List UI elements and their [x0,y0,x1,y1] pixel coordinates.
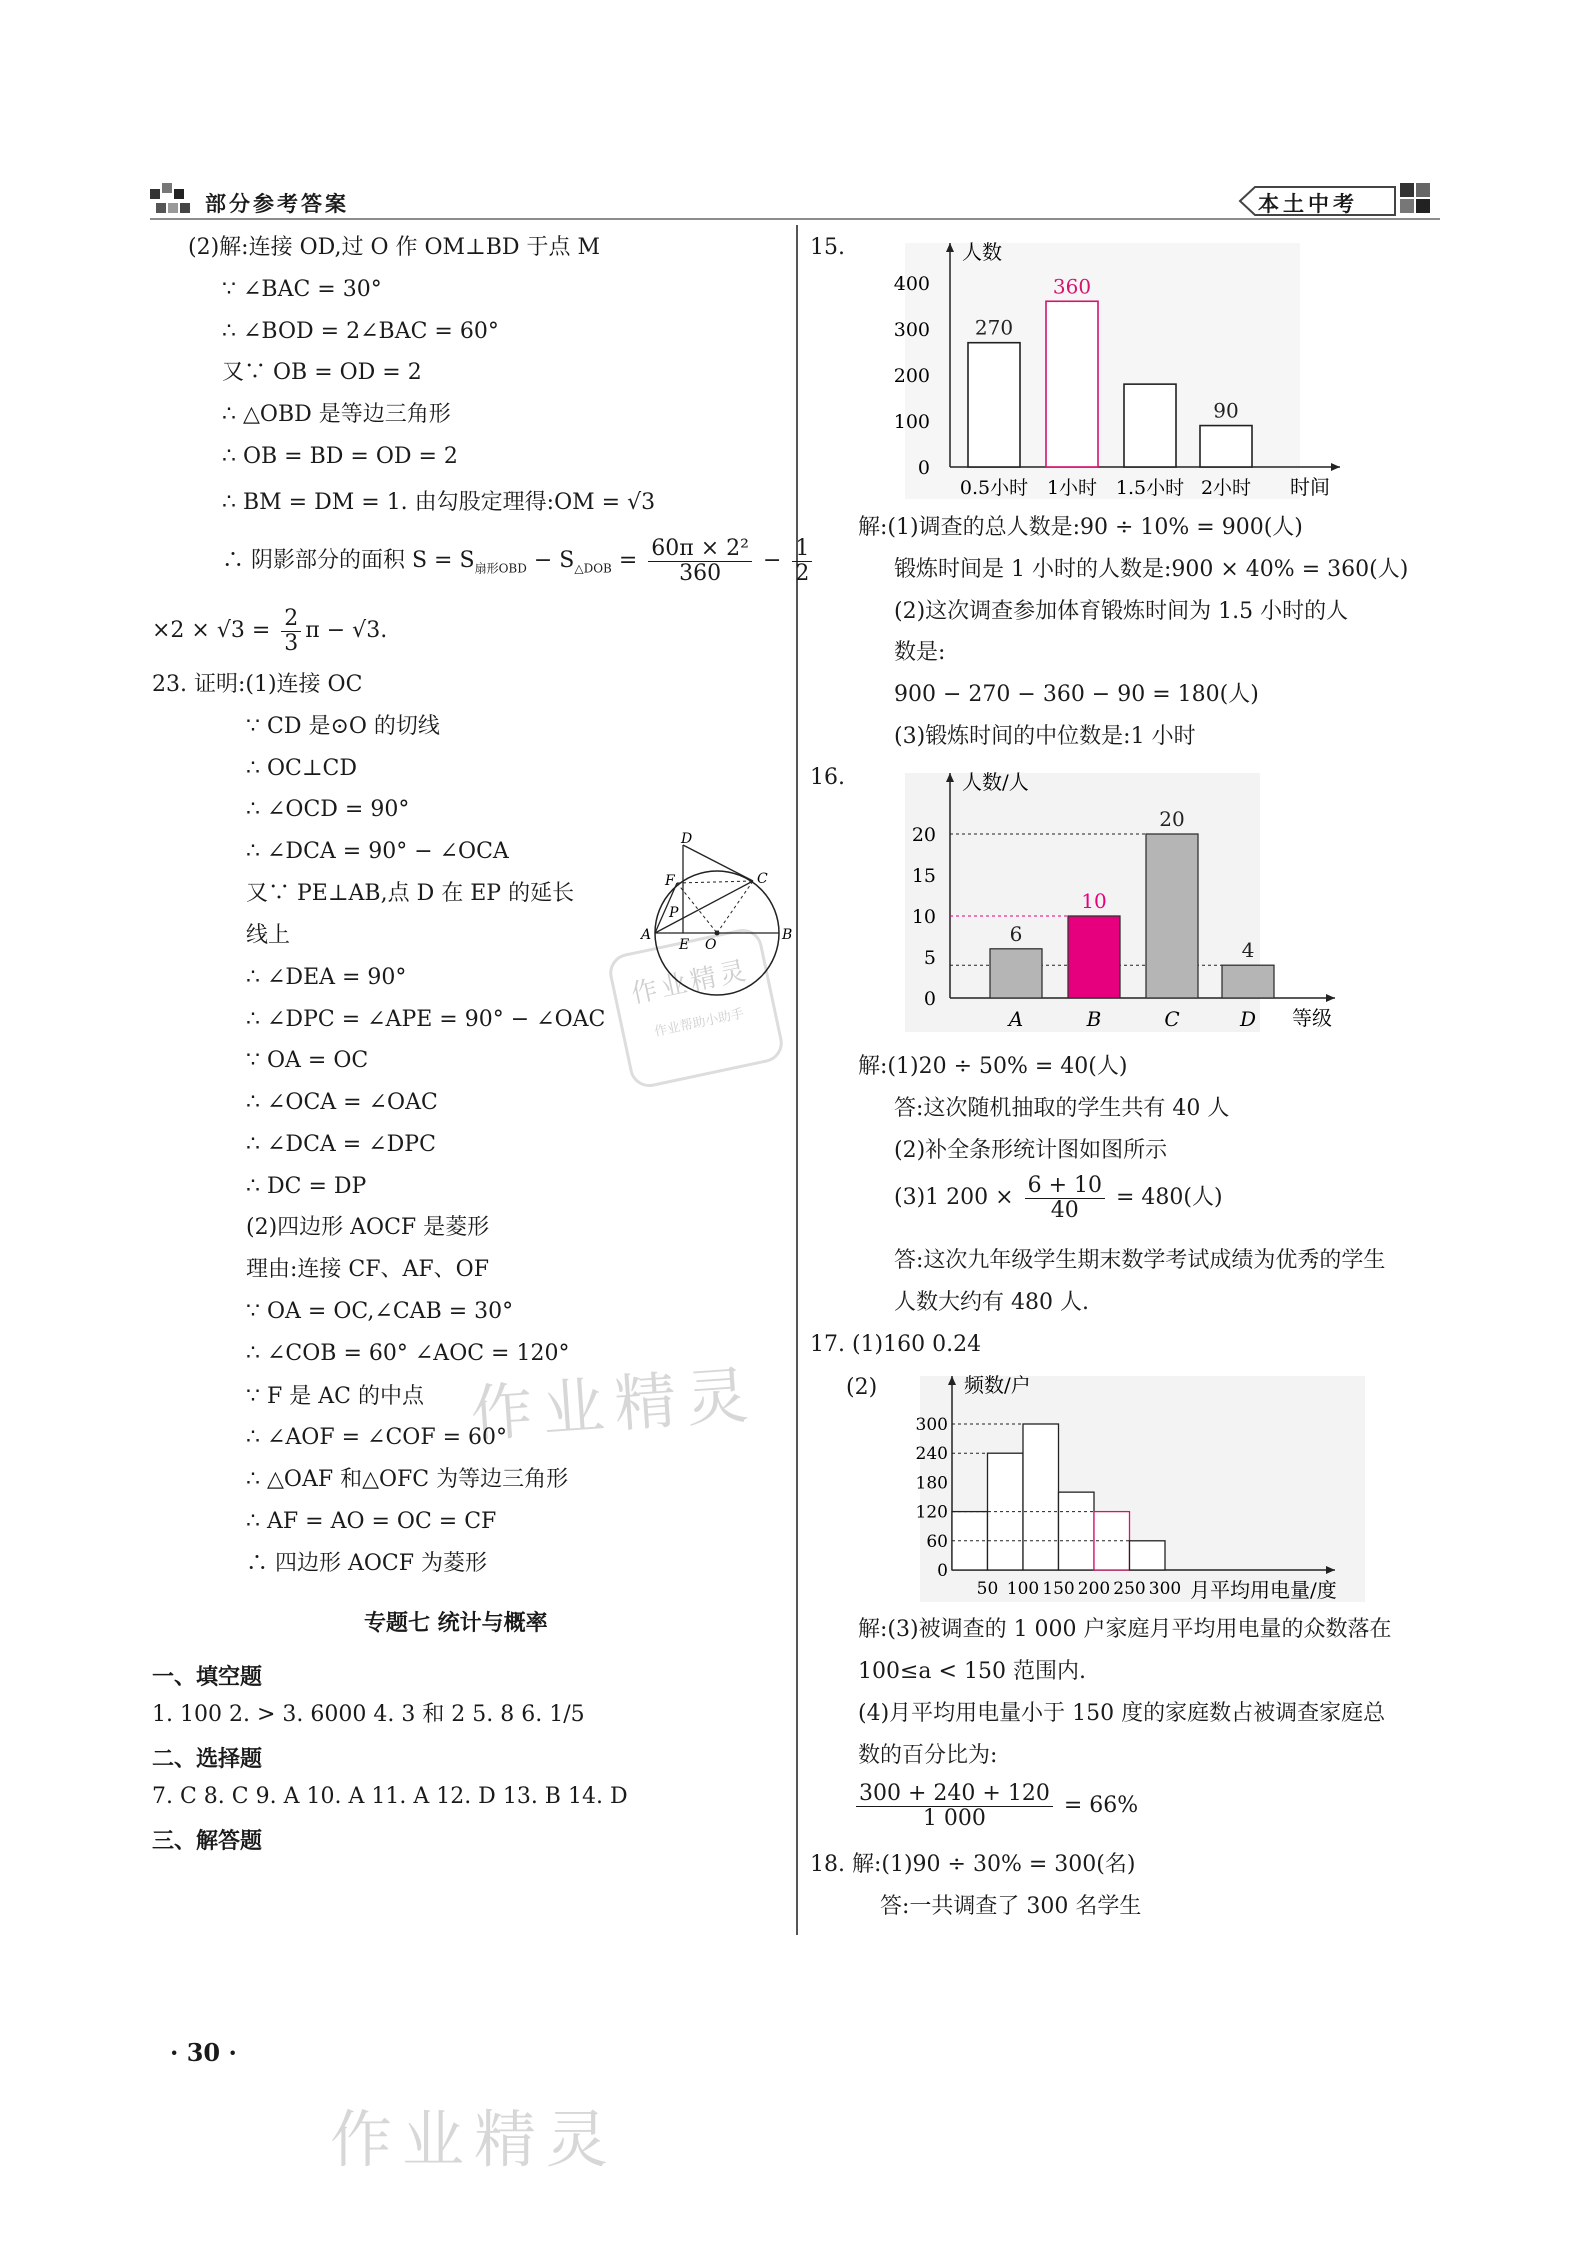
y-axis-title: 频数/户 [964,1373,1031,1397]
q17-head: 17. (1)160 0.24 [810,1332,982,1357]
x-axis-arrow [1326,994,1335,1002]
y-tick-label: 60 [926,1531,948,1552]
q22-line: ∴ ∠BOD = 2∠BAC = 60° [222,319,499,344]
q23-line: ∴ ∠AOF = ∠COF = 60° [246,1425,508,1450]
x-tick-label: 1小时 [1046,477,1098,499]
y-tick-label: 300 [915,1415,948,1435]
bar-value-label: 4 [1241,938,1255,963]
y-tick-label: 400 [893,272,930,295]
watermark-bottom: 作业精灵 [330,2103,619,2176]
q16-line: 解:(1)20 ÷ 50% = 40(人) [858,1054,1128,1079]
q16-calc: (3)1 200 × $\frac{6 + 10}{40}$ = 480(人) [894,1172,1223,1223]
label-p: P [669,905,679,921]
x-tick-label: 300 [1148,1579,1182,1599]
bar [1146,834,1198,998]
bar [1124,384,1176,467]
q23-line: ∴ AF = AO = OC = CF [246,1509,497,1534]
bar [1068,916,1120,998]
area-eq: = [611,548,645,573]
chart-grade-levels [900,765,1350,1040]
label-e: E [679,937,690,953]
q23-line: ∴ ∠DPC = ∠APE = 90° − ∠OAC [246,1007,606,1032]
bar-value-label: 270 [974,315,1014,340]
q17-calc: $\frac{300 + 240 + 120}{1 000}$ = 66% [852,1780,1138,1832]
q22-final: ×2 × √3 = $\frac{2}{3}$ π − √3. [152,605,388,656]
q17-fraction: $\frac{300 + 240 + 120}{1 000}$ [856,1782,1053,1831]
area-fraction-1: $\frac{\text{60π × 2²}}{360}$ [648,537,752,586]
q22-line: ∴ OB = BD = OD = 2 [222,444,458,469]
q23-line: ∴ ∠OCD = 90° [246,797,410,822]
x-tick-label: 200 [1077,1579,1111,1599]
q17-line: (4)月平均用电量小于 150 度的家庭数占被调查家庭总 [858,1701,1386,1726]
y-tick-label: 20 [911,824,936,846]
q22-line: (2)解:连接 OD,过 O 作 OM⊥BD 于点 M [188,235,601,260]
bar [1222,965,1274,998]
q17-line: 数的百分比为: [858,1743,998,1768]
q23-line: ∴ ∠DCA = ∠DPC [246,1132,436,1157]
x-tick-label: D [1239,1007,1257,1031]
fill-heading: 一、填空题 [152,1665,263,1690]
y-tick-label: 120 [915,1502,948,1523]
area-minus: − [755,548,789,573]
y-tick-label: 300 [893,318,930,341]
header-right-title: 本土中考 [1258,192,1358,216]
bar [968,343,1020,467]
q23-line: ∵ F 是 AC 的中点 [246,1384,424,1409]
q23-line: 线上 [246,923,291,948]
q22-line: ∵ ∠BAC = 30° [222,277,382,302]
q15-line: 900 − 270 − 360 − 90 = 180(人) [894,682,1259,707]
q23-line: ∴ OC⊥CD [246,756,358,781]
bar-value-label: 360 [1052,274,1092,299]
y-tick-label: 15 [911,865,936,887]
area-sub2: △DOB [574,561,612,576]
q17-sub: (2) [846,1375,878,1400]
q17-line: 100≤a < 150 范围内. [858,1659,1086,1684]
q16-fraction: $\frac{6 + 10}{40}$ [1025,1174,1105,1223]
q15-line: 数是: [894,640,946,665]
q23-line: ∴ ∠COB = 60° ∠AOC = 120° [246,1341,570,1366]
area-sub1: 扇形OBD [474,561,527,576]
q15-line: (3)锻炼时间的中位数是:1 小时 [894,724,1196,749]
q23-line: 23. 证明:(1)连接 OC [152,672,363,697]
choice-heading: 二、选择题 [152,1747,263,1772]
q18-line: 18. 解:(1)90 ÷ 30% = 300(名) [810,1852,1136,1877]
histogram-bar [1094,1512,1130,1570]
area-prefix: ∴ 阴影部分的面积 S = S [222,548,475,573]
x-tick-label: A [1008,1007,1024,1031]
chart-exercise-time [893,235,1350,505]
bar [990,949,1042,998]
y-tick-label: 5 [923,947,936,969]
label-d: D [681,831,693,847]
q23-line: (2)四边形 AOCF 是菱形 [246,1215,490,1240]
q23-line: ∵ OA = OC,∠CAB = 30° [246,1299,514,1324]
y-tick-label: 240 [915,1444,948,1465]
area-mid: − S [526,548,575,573]
topic-title: 专题七 统计与概率 [364,1611,548,1636]
watermark: 作业精灵 [468,1358,761,1451]
q22-line: ∴ △OBD 是等边三角形 [222,402,451,427]
q23-line: ∴ ∠DEA = 90° [246,965,407,990]
line-oc [717,881,753,933]
histogram-bar [1059,1492,1095,1570]
area-fraction-2: $\frac{1}{2}$ [792,537,812,586]
stamp-text: 作业精灵 [628,955,753,1010]
x-tick-label: 2小时 [1200,477,1252,499]
q16-line: (2)补全条形统计图如图所示 [894,1138,1168,1163]
q23-line: ∴ △OAF 和△OFC 为等边三角形 [246,1467,569,1492]
q23-line: ∵ CD 是⊙O 的切线 [246,714,440,739]
chart-electricity-histogram [915,1370,1370,1605]
x-axis-arrow [1331,463,1340,471]
line-fc [677,881,753,883]
x-tick-label: C [1164,1007,1180,1031]
label-b: B [782,927,793,943]
y-tick-label: 10 [911,906,936,928]
q23-line: ∴ DC = DP [246,1174,367,1199]
geometry-figure [635,831,795,1005]
bar-value-label: 10 [1081,889,1107,913]
q17-line: 解:(3)被调查的 1 000 户家庭月平均用电量的众数落在 [858,1617,1392,1642]
y-tick-label: 200 [893,364,930,387]
q22-line: ∴ BM = DM = 1. 由勾股定理得:OM = √3 [222,490,656,515]
q15-line: 解:(1)调查的总人数是:90 ÷ 10% = 900(人) [858,515,1303,540]
q23-line: 又∵ PE⊥AB,点 D 在 EP 的延长 [246,881,575,906]
label-o: O [705,937,717,953]
header-left-title: 部分参考答案 [205,192,349,216]
choice-answers: 7. C 8. C 9. A 10. A 11. A 12. D 13. B 14. D [152,1784,628,1809]
bar [1200,426,1252,467]
histogram-bar [988,1453,1024,1570]
q16-line: 答:这次随机抽取的学生共有 40 人 [894,1096,1230,1121]
y-axis-title: 人数 [962,240,1002,264]
q23-line: 理由:连接 CF、AF、OF [246,1257,489,1282]
histogram-bar [1130,1541,1166,1570]
y-axis-title: 人数/人 [962,770,1029,794]
label-a: A [641,927,652,943]
q22-area-formula [222,535,816,594]
bar-value-label: 20 [1159,807,1185,831]
x-tick-label: B [1086,1007,1102,1031]
y-tick-label: 0 [937,1561,948,1581]
x-tick-label: 250 [1113,1579,1146,1599]
center-point [715,931,720,936]
q23-line: ∵ OA = OC [246,1048,369,1073]
fill-answers: 1. 100 2. > 3. 6000 4. 3 和 2 5. 8 6. 1/5 [152,1702,585,1727]
y-tick-label: 100 [893,410,930,433]
q23-line: ∴ ∠OCA = ∠OAC [246,1090,438,1115]
q15-line: (2)这次调查参加体育锻炼时间为 1.5 小时的人 [894,599,1349,624]
x-tick-label: 100 [1006,1579,1040,1599]
q22-line: 又∵ OB = OD = 2 [222,360,422,385]
q15-line: 锻炼时间是 1 小时的人数是:900 × 40% = 360(人) [894,557,1409,582]
column-divider [796,225,798,1935]
x-axis-title: 月平均用电量/度 [1190,1578,1337,1602]
stamp-subtext: 作业帮助小助手 [653,1006,746,1040]
q23-line: ∴ 四边形 AOCF 为菱形 [246,1551,488,1576]
y-tick-label: 0 [917,457,930,479]
q18-line: 答:一共调查了 300 名学生 [880,1894,1142,1919]
x-axis-title: 等级 [1292,1006,1332,1030]
bar-value-label: 6 [1009,921,1023,946]
final-fraction: $\frac{2}{3}$ [281,607,301,656]
x-tick-label: 50 [976,1579,999,1599]
q16-answer: 人数大约有 480 人. [894,1290,1089,1315]
label-c: C [757,871,768,887]
bar [1046,301,1098,467]
x-axis-title: 时间 [1290,475,1330,499]
bar-value-label: 90 [1213,398,1239,423]
x-tick-label: 1.5小时 [1115,477,1185,499]
page-number: · 30 · [170,2038,237,2067]
q15-label: 15. [810,235,845,260]
q16-answer: 答:这次九年级学生期末数学考试成绩为优秀的学生 [894,1248,1386,1273]
q16-label: 16. [810,765,845,790]
q23-line: ∴ ∠DCA = 90° − ∠OCA [246,839,509,864]
histogram-bar [1023,1424,1059,1570]
x-tick-label: 0.5小时 [959,477,1029,499]
x-tick-label: 150 [1042,1579,1075,1599]
y-tick-label: 0 [923,988,936,1010]
solve-heading: 三、解答题 [152,1829,263,1854]
label-f: F [665,873,675,889]
y-tick-label: 180 [915,1473,948,1494]
